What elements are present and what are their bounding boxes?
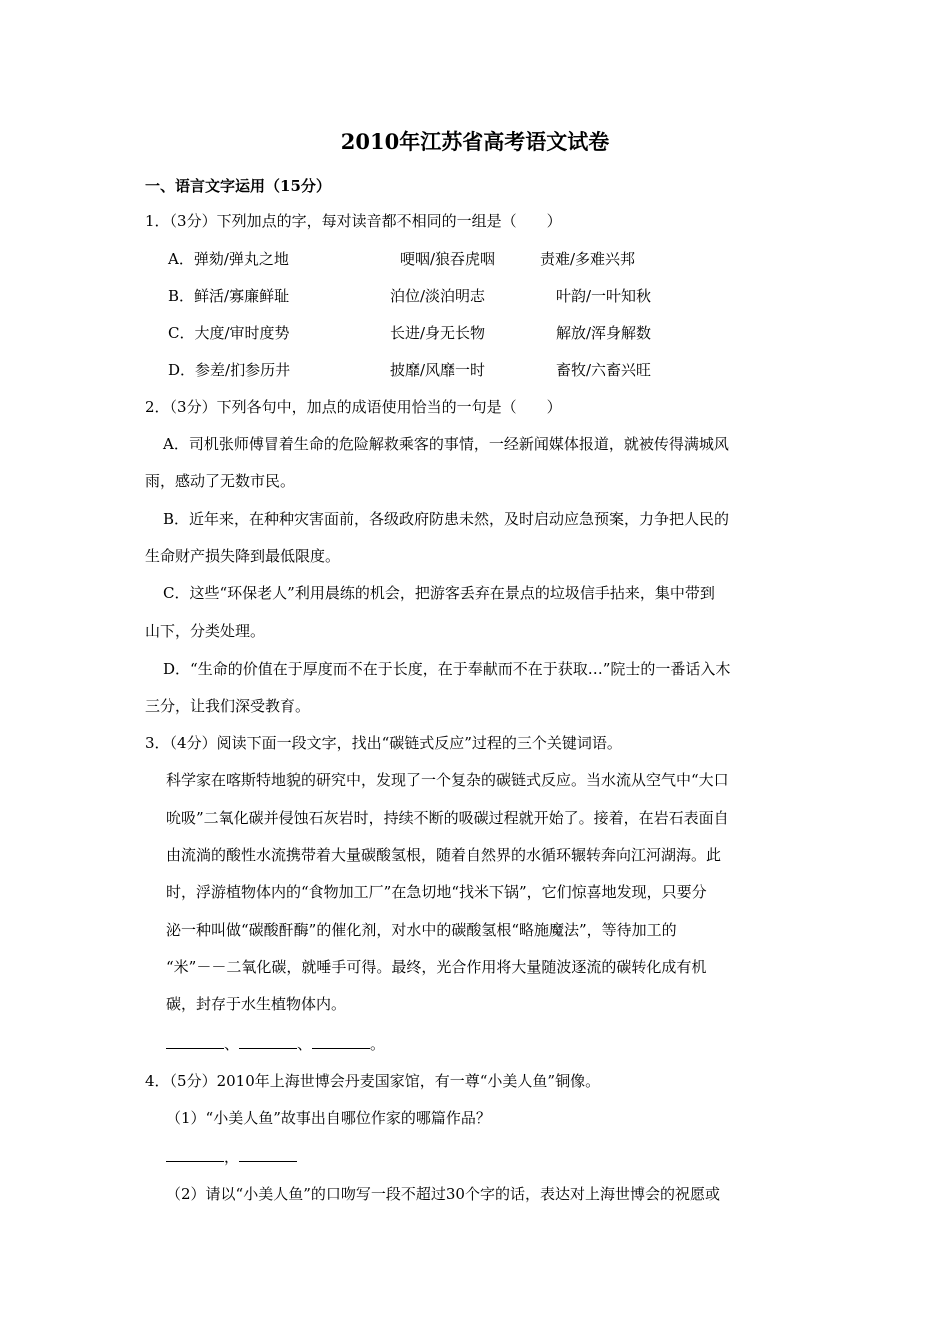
q1-option-c-3: 解放/浑身解数	[556, 324, 652, 342]
q1-option-c-1: C．大度/审时度势	[168, 324, 290, 342]
q1-option-a-2: 哽咽/狼吞虎咽	[400, 250, 496, 268]
page-title: 2010年江苏省高考语文试卷	[340, 129, 610, 154]
q2-option-d-line2: 三分，让我们深受教育。	[145, 697, 311, 715]
q2-option-a-line2: 雨，感动了无数市民。	[145, 472, 296, 490]
q3-passage-line5: 泌一种叫做“碳酸酐酶”的催化剂，对水中的碳酸氢根“略施魔法”，等待加工的	[166, 921, 677, 939]
q1-option-a-1: A．弹劾/弹丸之地	[168, 250, 289, 268]
q1-stem: 1．（3分）下列加点的字，每对读音都不相同的一组是（ ）	[145, 212, 562, 230]
answer-blank-2[interactable]	[239, 1034, 297, 1049]
q1-option-b-1: B．鲜活/寡廉鲜耻	[168, 287, 290, 305]
answer-blank-3[interactable]	[312, 1034, 370, 1049]
q1-option-b-2: 泊位/淡泊明志	[390, 287, 486, 305]
q3-passage-line4: 时，浮游植物体内的“食物加工厂”在急切地“找米下锅”，它们惊喜地发现，只要分	[166, 883, 707, 901]
q4-sub2: （2）请以“小美人鱼”的口吻写一段不超过30个字的话，表达对上海世博会的祝愿或	[166, 1185, 720, 1203]
q3-passage-line7: 碳，封存于水生植物体内。	[166, 995, 347, 1013]
q4-answer-line	[166, 1147, 297, 1167]
q3-stem: 3．（4分）阅读下面一段文字，找出“碳链式反应”过程的三个关键词语。	[145, 734, 622, 752]
q4-sub1: （1）“小美人鱼”故事出自哪位作家的哪篇作品？	[166, 1109, 491, 1127]
answer-blank-author[interactable]	[166, 1147, 224, 1162]
q1-option-b-3: 叶韵/一叶知秋	[556, 287, 652, 305]
q2-option-a-line1: A．司机张师傅冒着生命的危险解救乘客的事情，一经新闻媒体报道，就被传得满城风	[163, 435, 729, 453]
separator: 、	[224, 1035, 240, 1053]
separator: 、	[297, 1035, 313, 1053]
q4-stem: 4．（5分）2010年上海世博会丹麦国家馆，有一尊“小美人鱼”铜像。	[145, 1072, 601, 1090]
section-heading: 一、语言文字运用（15分）	[145, 177, 331, 195]
q1-option-d-3: 畜牧/六畜兴旺	[556, 361, 652, 379]
q1-option-a-3: 责难/多难兴邦	[540, 250, 636, 268]
q3-answer-line	[166, 1034, 385, 1054]
q3-passage-line1: 科学家在喀斯特地貌的研究中，发现了一个复杂的碳链式反应。当水流从空气中“大口	[166, 771, 729, 789]
q2-option-b-line2: 生命财产损失降到最低限度。	[145, 547, 341, 565]
q1-option-d-2: 披靡/风靡一时	[390, 361, 486, 379]
q2-option-b-line1: B．近年来，在种种灾害面前，各级政府防患未然，及时启动应急预案，力争把人民的	[163, 510, 730, 528]
separator: ，	[224, 1148, 240, 1166]
q3-passage-line2: 吮吸”二氧化碳并侵蚀石灰岩时，持续不断的吸碳过程就开始了。接着，在岩石表面自	[166, 809, 729, 827]
q2-option-c-line1: C．这些“环保老人”利用晨练的机会，把游客丢弃在景点的垃圾信手拈来，集中带到	[163, 584, 715, 602]
answer-blank-1[interactable]	[166, 1034, 224, 1049]
q1-option-d-1: D．参差/扪参历井	[168, 361, 291, 379]
q2-option-d-line1: D．“生命的价值在于厚度而不在于长度，在于奉献而不在于获取…”院士的一番话入木	[163, 660, 731, 678]
q2-option-c-line2: 山下，分类处理。	[145, 622, 266, 640]
q3-passage-line6: “米”－－二氧化碳，就唾手可得。最终，光合作用将大量随波逐流的碳转化成有机	[166, 958, 707, 976]
answer-blank-work[interactable]	[239, 1147, 297, 1162]
q2-stem: 2．（3分）下列各句中，加点的成语使用恰当的一句是（ ）	[145, 398, 562, 416]
end-mark: 。	[370, 1035, 386, 1053]
q3-passage-line3: 由流淌的酸性水流携带着大量碳酸氢根，随着自然界的水循环辗转奔向江河湖海。此	[166, 846, 722, 864]
q1-option-c-2: 长进/身无长物	[390, 324, 486, 342]
